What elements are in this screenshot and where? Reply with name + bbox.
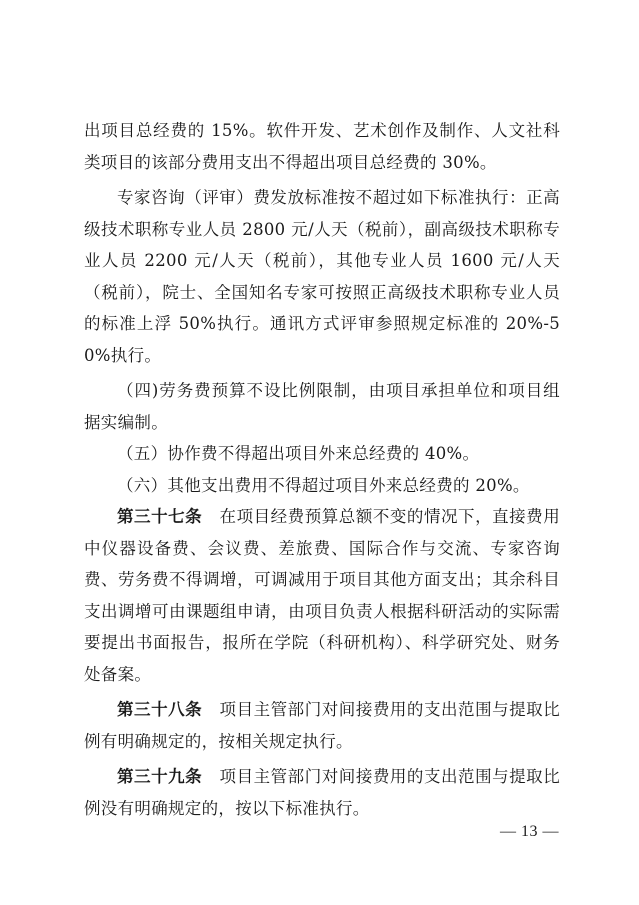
page-number: — 13 — <box>500 823 559 840</box>
paragraph-labor-fee: （四)劳务费预算不设比例限制，由项目承担单位和项目组据实编制。 <box>84 381 560 432</box>
article-37-body: 在项目经费预算总额不变的情况下，直接费用中仪器设备费、会议费、差旅费、国际合作与交流、专家咨询费、劳务费不得调增，可调减用于项目其他方面支出；其余科目支出调增可由课题组申请，由项目负责人根据科研活动的实际需要提出书面报告，报所在学院（科研机构）、科学研究处、财务处备案。 <box>84 507 561 684</box>
article-37 <box>84 501 560 690</box>
paragraph-other-expenses: （六）其他支出费用不得超过项目外来总经费的 20%。 <box>117 475 530 495</box>
paragraph-expert-fee-standard: 专家咨询（评审）费发放标准按不超过如下标准执行：正高级技术职称专业人员 2800 元/人天（税前），副高级技术职称专业人员 2200 元/人天（税前），其他专业人员 1600 元/人天（税前），院士、全国知名专家可按照正高级技术职称专业人员的标准上浮 50%执行。通讯方式评审参照规定标准的 20%-50%执行。 <box>84 188 560 365</box>
article-38-body: 项目主管部门对间接费用的支出范围与提取比例有明确规定的，按相关规定执行。 <box>84 700 561 751</box>
article-37-title: 第三十七条 <box>117 507 203 526</box>
article-39-body: 项目主管部门对间接费用的支出范围与提取比例没有明确规定的，按以下标准执行。 <box>84 767 561 818</box>
paragraph-cooperation-fee: （五）协作费不得超出项目外来总经费的 40%。 <box>117 444 480 463</box>
paragraph-continuation: 出项目总经费的 15%。软件开发、艺术创作及制作、人文社科类项目的该部分费用支出不得超出项目总经费的 30%。 <box>84 121 560 172</box>
article-38 <box>84 694 560 757</box>
page-content <box>84 115 560 824</box>
article-38-title: 第三十八条 <box>117 700 203 719</box>
article-39 <box>84 761 560 824</box>
article-39-title: 第三十九条 <box>117 767 203 786</box>
